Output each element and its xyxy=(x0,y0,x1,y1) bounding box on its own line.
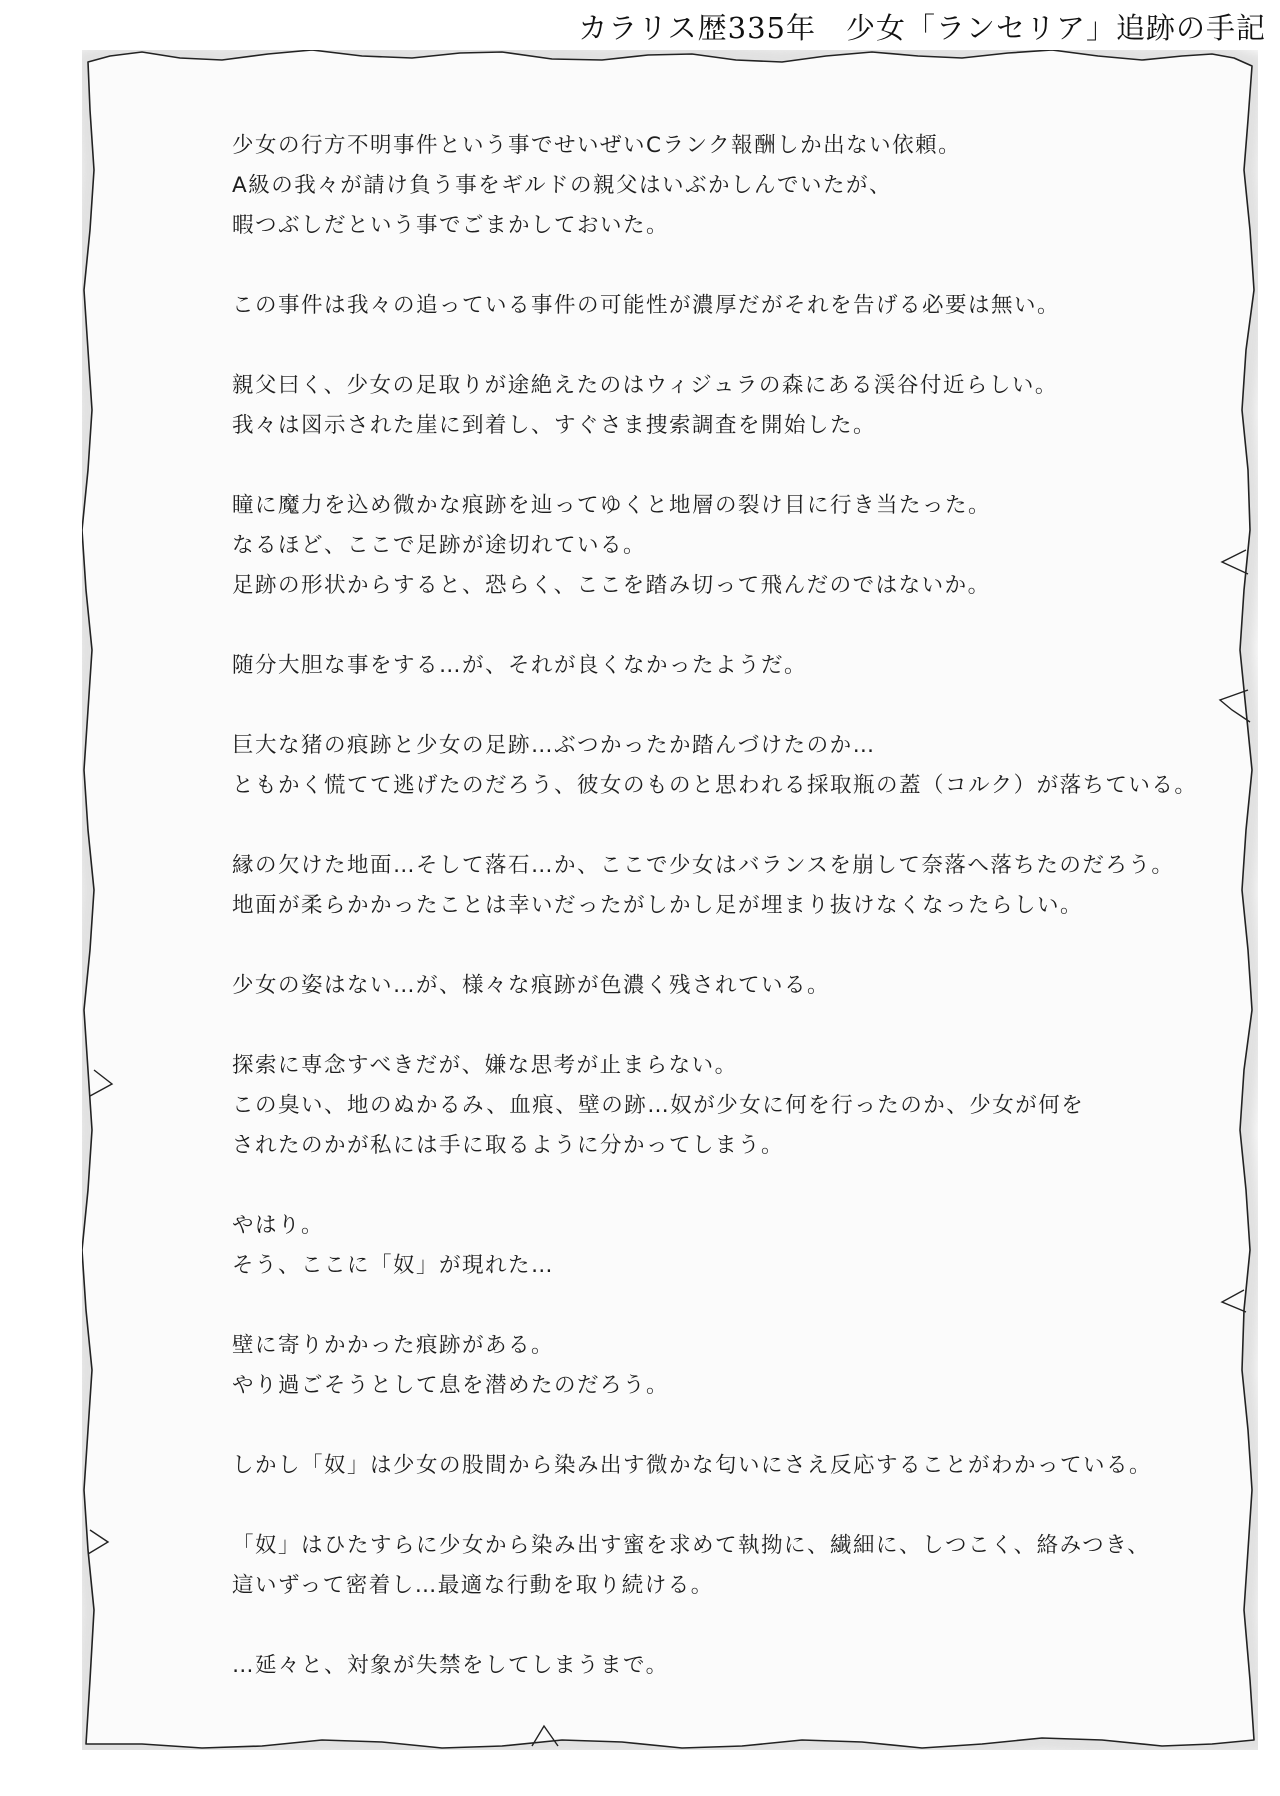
journal-paragraph xyxy=(232,486,1192,606)
journal-line: 「奴」はひたすらに少女から染み出す蜜を求めて執拗に、繊細に、しつこく、絡みつき、 xyxy=(232,1533,1151,1558)
journal-paragraph xyxy=(232,1206,1192,1286)
journal-paragraph xyxy=(232,1446,1192,1486)
journal-line: A級の我々が請け負う事をギルドの親父はいぶかしんでいたが、 xyxy=(232,173,892,198)
journal-paragraph xyxy=(232,286,1192,326)
journal-line: 瞳に魔力を込め微かな痕跡を辿ってゆくと地層の裂け目に行き当たった。 xyxy=(232,493,992,518)
journal-line: やり過ごそうとして息を潜めたのだろう。 xyxy=(232,1373,670,1398)
journal-line: そう、ここに「奴」が現れた… xyxy=(232,1253,555,1278)
journal-line: 我々は図示された崖に到着し、すぐさま捜索調査を開始した。 xyxy=(232,413,877,438)
journal-line: 巨大な猪の痕跡と少女の足跡…ぶつかったか踏んづけたのか… xyxy=(232,733,876,758)
journal-line: なるほど、ここで足跡が途切れている。 xyxy=(232,533,647,558)
journal-paragraph xyxy=(232,126,1192,246)
journal-line: 親父曰く、少女の足取りが途絶えたのはウィジュラの森にある渓谷付近らしい。 xyxy=(232,373,1058,398)
journal-line: 暇つぶしだという事でごまかしておいた。 xyxy=(232,213,670,238)
journal-line: 這いずって密着し…最適な行動を取り続ける。 xyxy=(232,1573,714,1598)
journal-line: この事件は我々の追っている事件の可能性が濃厚だがそれを告げる必要は無い。 xyxy=(232,293,1061,318)
journal-line: しかし「奴」は少女の股間から染み出す微かな匂いにさえ反応することがわかっている。 xyxy=(232,1453,1153,1478)
journal-line: ともかく慌てて逃げたのだろう、彼女のものと思われる採取瓶の蓋（コルク）が落ちている。 xyxy=(232,773,1198,798)
journal-paragraph xyxy=(232,726,1198,806)
journal-line: 足跡の形状からすると、恐らく、ここを踏み切って飛んだのではないか。 xyxy=(232,573,991,598)
journal-line: 随分大胆な事をする…が、それが良くなかったようだ。 xyxy=(232,653,808,678)
journal-line: 地面が柔らかかったことは幸いだったがしかし足が埋まり抜けなくなったらしい。 xyxy=(232,893,1084,918)
journal-line: やはり。 xyxy=(232,1213,325,1238)
journal-paragraph xyxy=(232,966,1192,1006)
journal-paragraph xyxy=(232,1326,1192,1406)
journal-line: 探索に専念すべきだが、嫌な思考が止まらない。 xyxy=(232,1053,738,1078)
journal-text xyxy=(232,126,1198,1686)
journal-line: 縁の欠けた地面…そして落石…か、ここで少女はバランスを崩して奈落へ落ちたのだろう。 xyxy=(232,853,1175,878)
journal-paragraph xyxy=(232,1646,1192,1686)
journal-paragraph xyxy=(232,646,1192,686)
journal-paragraph xyxy=(232,366,1192,446)
journal-line: 少女の姿はない…が、様々な痕跡が色濃く残されている。 xyxy=(232,973,831,998)
journal-line: …延々と、対象が失禁をしてしまうまで。 xyxy=(232,1653,669,1678)
journal-paragraph xyxy=(232,1526,1192,1606)
journal-line: 少女の行方不明事件という事でせいぜいCランク報酬しか出ない依頼。 xyxy=(232,133,962,158)
journal-paragraph xyxy=(232,1046,1192,1166)
journal-line: 壁に寄りかかった痕跡がある。 xyxy=(232,1333,555,1358)
page-header-title: カラリス歴335年 少女「ランセリア」追跡の手記 xyxy=(578,11,1266,45)
journal-line: この臭い、地のぬかるみ、血痕、壁の跡…奴が少女に何を行ったのか、少女が何を xyxy=(232,1093,1085,1118)
journal-paragraph xyxy=(232,846,1192,926)
journal-line: されたのかが私には手に取るように分かってしまう。 xyxy=(232,1133,785,1158)
